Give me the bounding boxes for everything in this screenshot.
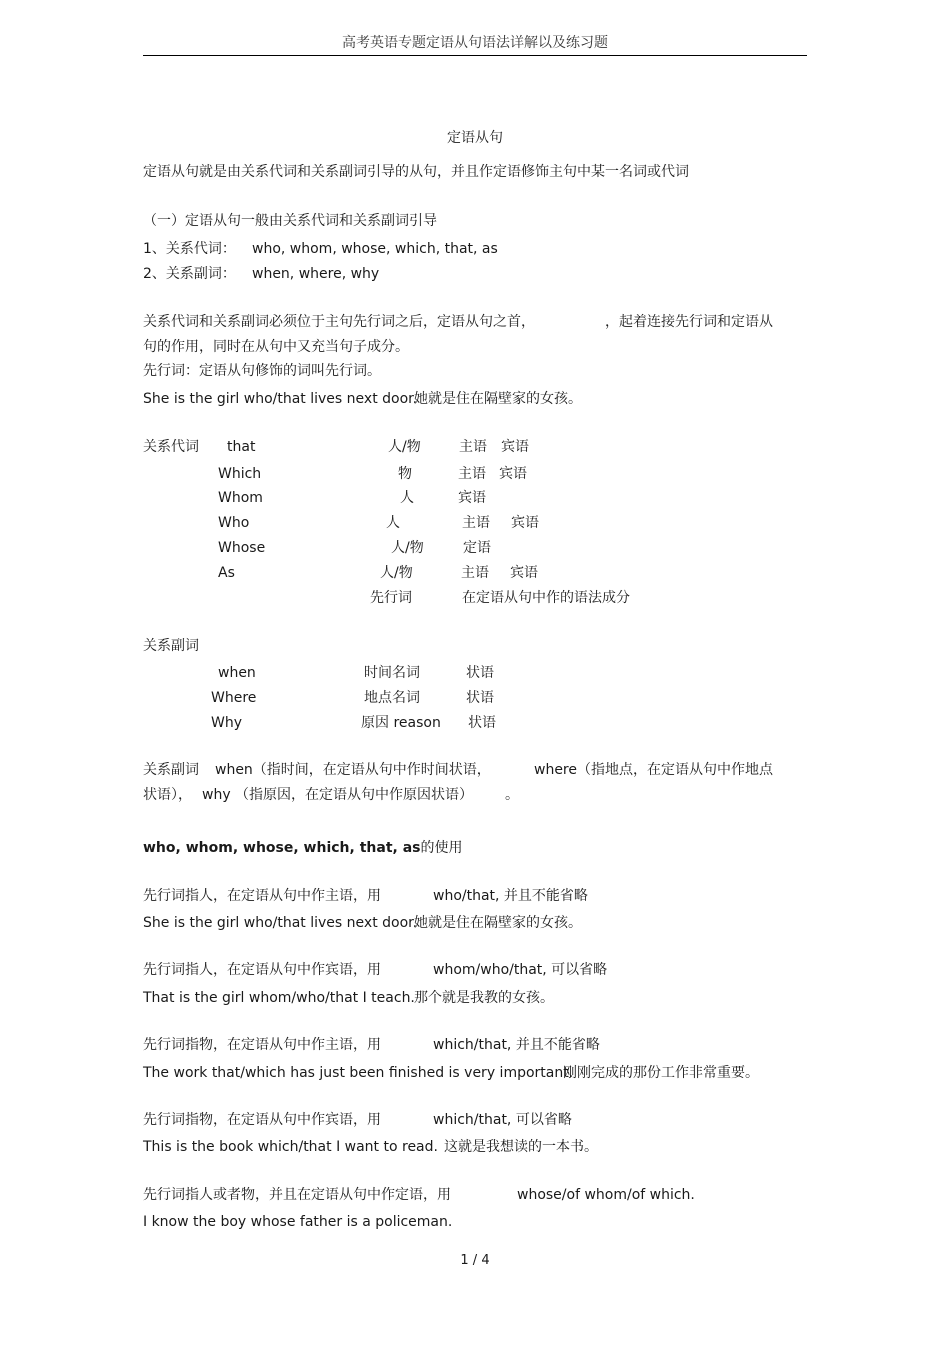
- pron-role-1: 定语: [463, 540, 491, 556]
- para1-line1b: ，起着连接先行词和定语从: [605, 314, 773, 330]
- running-header: 高考英语专题定语从句语法详解以及练习题: [342, 35, 608, 51]
- pron-role-2: 宾语: [501, 439, 529, 455]
- doc-title: 定语从句: [447, 130, 503, 146]
- adv-word: when: [218, 665, 256, 681]
- pron-word: Which: [218, 466, 262, 482]
- para2-f: 。: [505, 787, 519, 803]
- pron-table-footer-antecedent: 先行词: [370, 590, 412, 606]
- rule-example-en: She is the girl who/that lives next door.: [143, 915, 418, 931]
- pron-role-2: 宾语: [510, 565, 538, 581]
- pron-role-1: 主语: [458, 466, 486, 482]
- pron-role-2: 宾语: [499, 466, 527, 482]
- para1-line2: 句的作用，同时在从句中又充当句子成分。: [143, 339, 409, 355]
- rule-pronouns: who/that, 并且不能省略: [433, 888, 588, 904]
- pron-role-1: 主语: [462, 515, 490, 531]
- rule-example-cn: 这就是我想读的一本书。: [444, 1139, 598, 1155]
- pron-word: As: [218, 565, 235, 581]
- rule-pronouns: which/that, 并且不能省略: [433, 1037, 600, 1053]
- adv-role: 状语: [466, 665, 494, 681]
- rule-text: 先行词指人，在定语从句中作宾语，用: [143, 962, 381, 978]
- adv-antecedent: 原因 reason: [361, 715, 441, 731]
- pron-table-label: 关系代词: [143, 439, 199, 455]
- pron-antecedent: 人/物: [380, 565, 413, 581]
- para1-line1a: 关系代词和关系副词必须位于主句先行词之后，定语从句之首，: [143, 314, 535, 330]
- pron-antecedent: 人: [400, 490, 414, 506]
- adv-antecedent: 地点名词: [364, 690, 420, 706]
- adv-word: Where: [211, 690, 257, 706]
- rule-example-cn: 她就是住在隔壁家的女孩。: [414, 915, 582, 931]
- para2-d: 状语），: [143, 787, 192, 803]
- pron-role-2: 宾语: [511, 515, 539, 531]
- pron-antecedent: 人: [386, 515, 400, 531]
- pron-word: Whom: [218, 490, 263, 506]
- rule-pronouns: which/that, 可以省略: [433, 1112, 572, 1128]
- adv-antecedent: 时间名词: [364, 665, 420, 681]
- rule-text: 先行词指人或者物，并且在定语从句中作定语，用: [143, 1187, 451, 1203]
- rule-pronouns: whose/of whom/of which.: [517, 1187, 695, 1203]
- adv-word: Why: [211, 715, 243, 731]
- para2-b: when（指时间，在定语从句中作时间状语，: [215, 762, 491, 778]
- pron-role-1: 宾语: [458, 490, 486, 506]
- pron-word: that: [227, 439, 256, 455]
- para2-a: 关系副词: [143, 762, 199, 778]
- pron-table-footer-role: 在定语从句中作的语法成分: [462, 590, 630, 606]
- pron-label: 1、关系代词：: [143, 241, 236, 257]
- para2-c: where（指地点，在定语从句中作地点: [534, 762, 773, 778]
- pron-antecedent: 人/物: [388, 439, 421, 455]
- rule-example-en: I know the boy whose father is a policeman.: [143, 1214, 453, 1230]
- rule-example-cn: 那个就是我教的女孩。: [414, 990, 554, 1006]
- pron-word: Who: [218, 515, 250, 531]
- adv-list: when, where, why: [252, 266, 380, 282]
- para2-e: why （指原因，在定语从句中作原因状语）: [202, 787, 474, 803]
- adv-role: 状语: [466, 690, 494, 706]
- pron-role-1: 主语: [459, 439, 487, 455]
- page-number: 1 / 4: [460, 1253, 490, 1268]
- para1-example-en: She is the girl who/that lives next door.: [143, 391, 418, 407]
- rule-pronouns: whom/who/that, 可以省略: [433, 962, 608, 978]
- rule-example-cn: 刚刚完成的那份工作非常重要。: [563, 1065, 759, 1081]
- section1-heading: （一）定语从句一般由关系代词和关系副词引导: [143, 213, 437, 229]
- pron-list: who, whom, whose, which, that, as: [252, 241, 498, 257]
- adv-role: 状语: [468, 715, 496, 731]
- rule-text: 先行词指物，在定语从句中作主语，用: [143, 1037, 381, 1053]
- adv-label: 2、关系副词：: [143, 266, 236, 282]
- pron-antecedent: 物: [398, 466, 412, 482]
- adv-table-label: 关系副词: [143, 638, 199, 654]
- para1-example-cn: 她就是住在隔壁家的女孩。: [414, 391, 582, 407]
- usage-heading: [143, 839, 462, 857]
- header-rule: [143, 55, 807, 56]
- pron-word: Whose: [218, 540, 266, 556]
- rule-text: 先行词指人，在定语从句中作主语，用: [143, 888, 381, 904]
- usage-heading-bold: who, whom, whose, which, that, as: [143, 840, 421, 856]
- rule-example-en: That is the girl whom/who/that I teach.: [143, 990, 415, 1006]
- rule-text: 先行词指物，在定语从句中作宾语，用: [143, 1112, 381, 1128]
- para1-line3: 先行词：定语从句修饰的词叫先行词。: [143, 363, 381, 379]
- pron-antecedent: 人/物: [391, 540, 424, 556]
- pron-role-1: 主语: [461, 565, 489, 581]
- intro-text: 定语从句就是由关系代词和关系副词引导的从句，并且作定语修饰主句中某一名词或代词: [143, 164, 689, 180]
- rule-example-en: The work that/which has just been finished is very important.: [143, 1065, 574, 1081]
- rule-example-en: This is the book which/that I want to read.: [143, 1139, 438, 1155]
- usage-heading-rest: 的使用: [420, 840, 463, 856]
